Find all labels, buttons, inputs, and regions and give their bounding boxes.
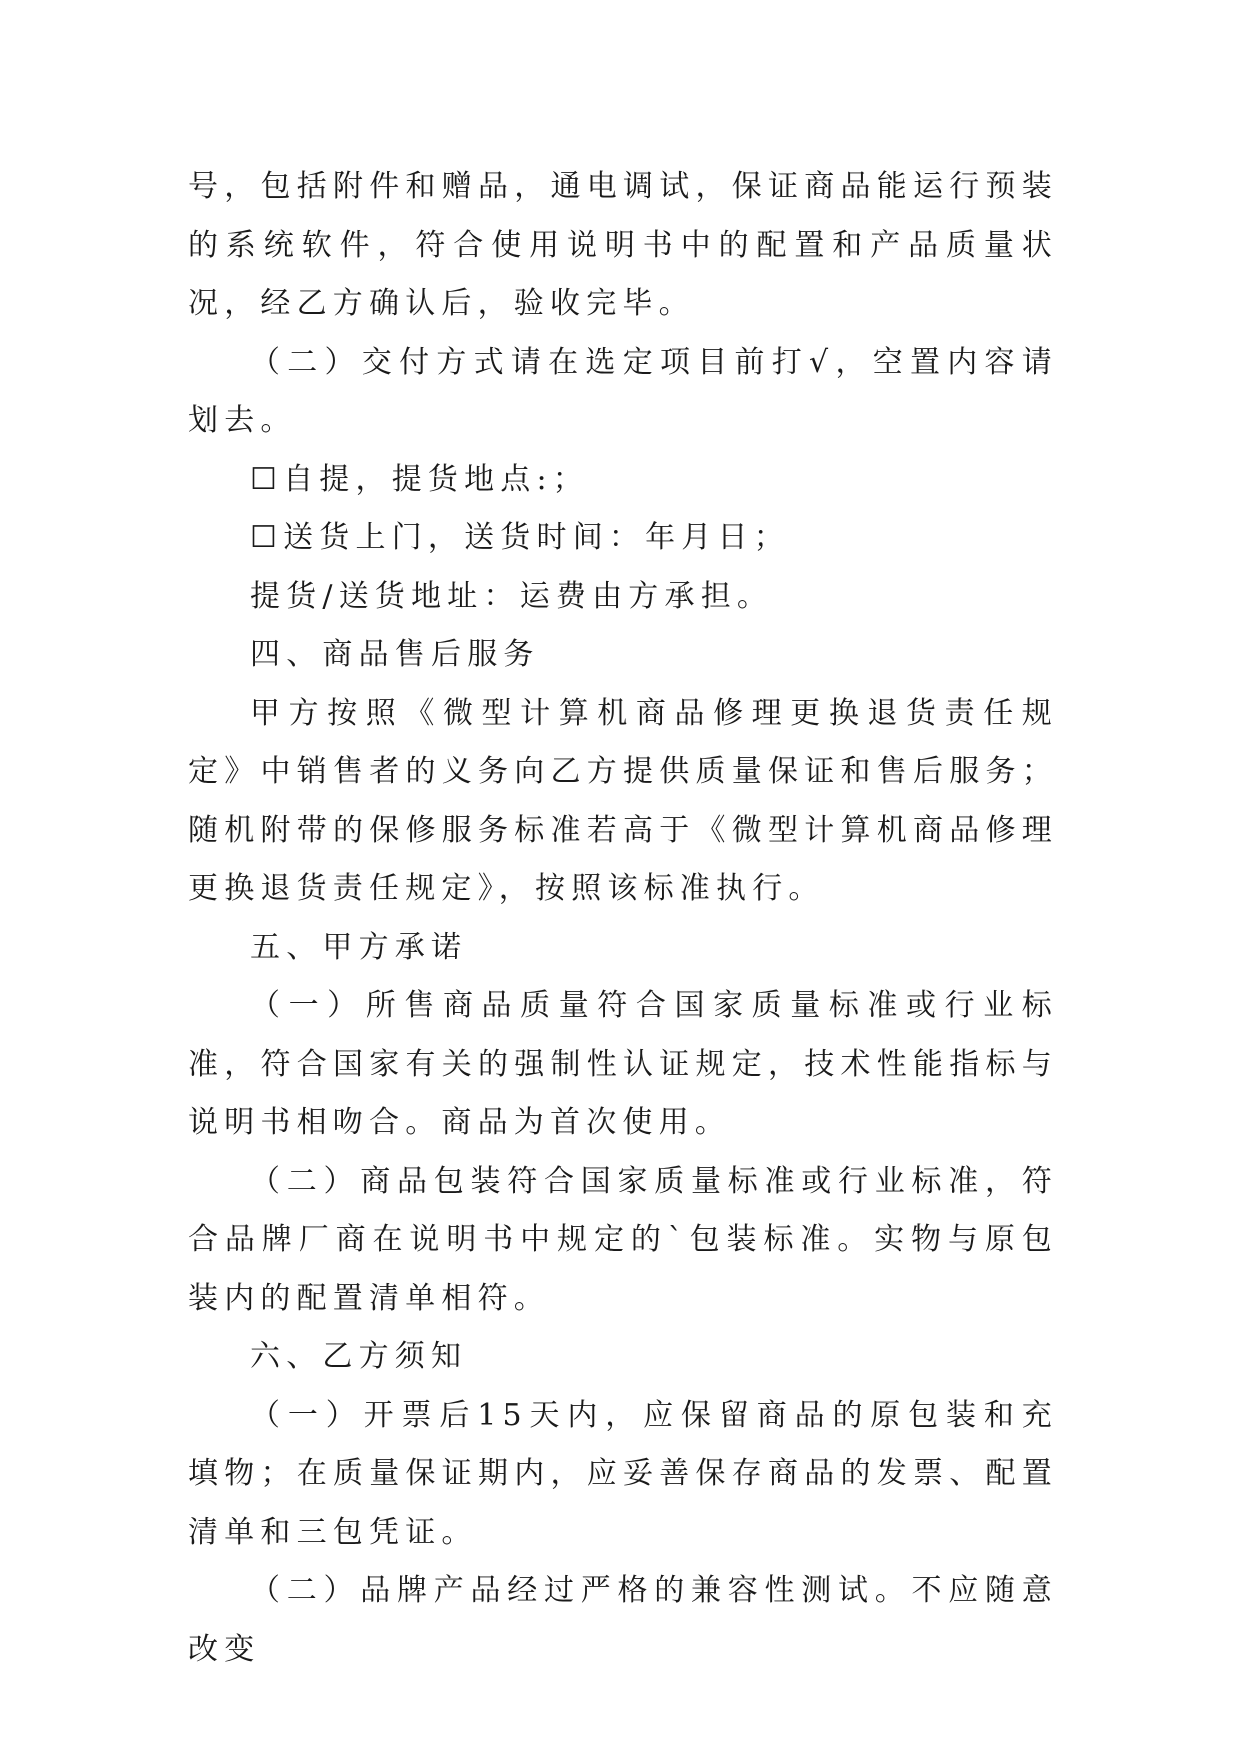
paragraph-after-sales-terms: 甲方按照《微型计算机商品修理更换退货责任规定》中销售者的义务向乙方提供质量保证和售后服务；随机附带的保修服务标准若高于《微型计算机商品修理更换退货责任规定》，按照该标准执行。 [188, 695, 1058, 906]
paragraph-notice-retain-packaging: （一）开票后15天内，应保留商品的原包装和充填物；在质量保证期内，应妥善保存商品的发票、配置清单和三包凭证。 [188, 1397, 1058, 1550]
section-heading-after-sales: 四、商品售后服务 [250, 637, 540, 672]
paragraph-notice-compatibility: （二）品牌产品经过严格的兼容性测试。不应随意改变 [188, 1573, 1058, 1667]
paragraph-commitment-packaging: （二）商品包装符合国家质量标准或行业标准，符合品牌厂商在说明书中规定的`包装标准。实物与原包装内的配置清单相符。 [188, 1163, 1058, 1316]
paragraph-self-pickup-option: ☐自提，提货地点:； [250, 461, 590, 497]
paragraph-home-delivery-option: ☐送货上门，送货时间：年月日； [250, 520, 790, 555]
document-body [188, 158, 1058, 1679]
section-heading-party-a-commitment: 五、甲方承诺 [250, 929, 468, 965]
section-heading-party-b-notice: 六、乙方须知 [250, 1339, 468, 1374]
paragraph-acceptance-continued: 号，包括附件和赠品，通电调试，保证商品能运行预装的系统软件，符合使用说明书中的配置和产品质量状况，经乙方确认后，验收完毕。 [188, 169, 1058, 321]
paragraph-commitment-quality: （一）所售商品质量符合国家质量标准或行业标准，符合国家有关的强制性认证规定，技术性能指标与说明书相吻合。商品为首次使用。 [188, 988, 1058, 1140]
paragraph-delivery-method: （二）交付方式请在选定项目前打√，空置内容请划去。 [188, 344, 1058, 438]
paragraph-delivery-address: 提货/送货地址：运费由方承担。 [250, 578, 774, 614]
